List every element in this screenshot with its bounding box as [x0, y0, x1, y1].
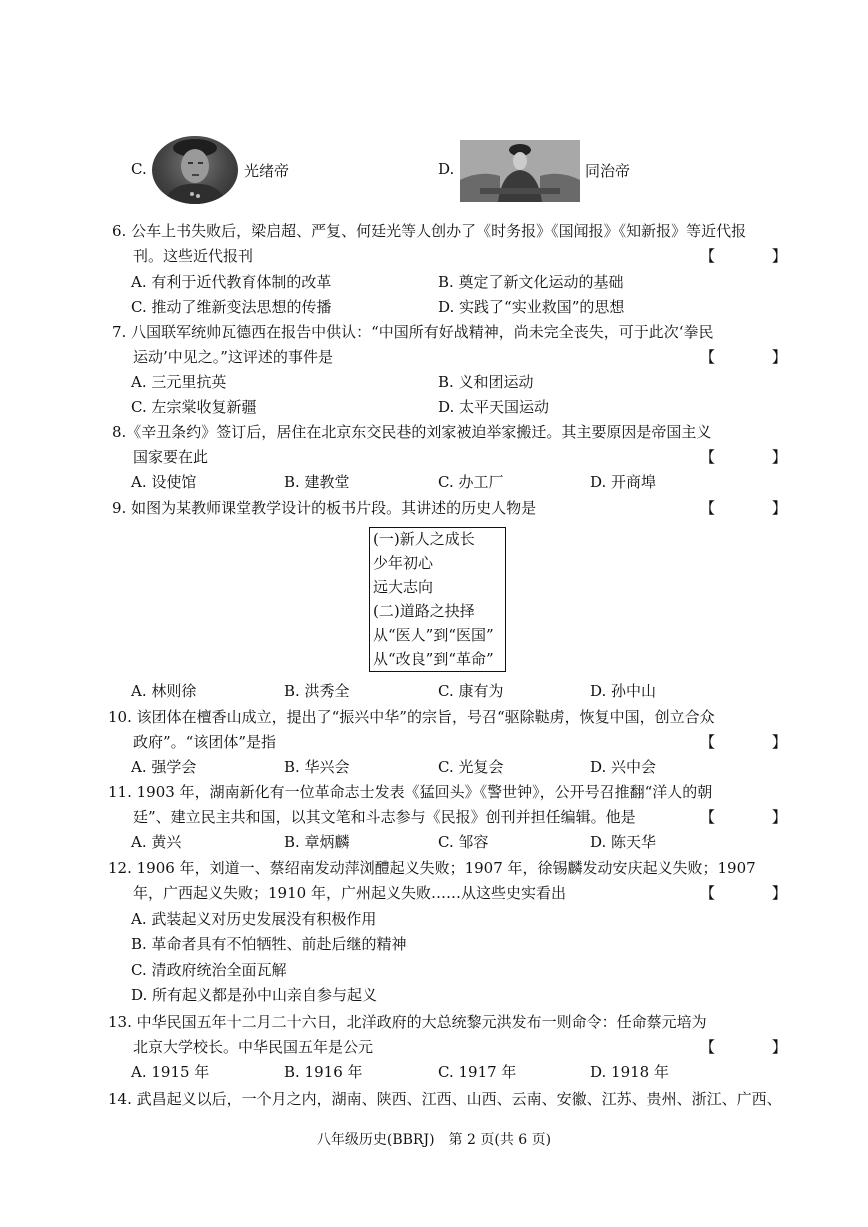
- q10-stem-line2: 政府”。“该团体”是指 【 】: [0, 730, 868, 754]
- option-b: B. 奠定了新文化运动的基础: [438, 273, 624, 291]
- q9-options: [0, 679, 868, 703]
- board-line: 少年初心: [373, 554, 434, 572]
- option-c: C. 1917 年: [438, 1063, 517, 1081]
- answer-bracket: 【 】: [700, 884, 813, 902]
- option-a: A. 林则徐: [131, 682, 197, 700]
- q12-option-d: D. 所有起义都是孙中山亲自参与起义: [131, 986, 378, 1004]
- answer-bracket: 【 】: [700, 733, 813, 751]
- q14-stem-line1: 14. 武昌起义以后，一个月之内，湖南、陕西、江西、山西、云南、安徽、江苏、贵州、浙江、广西、: [108, 1090, 782, 1108]
- q8-options: [0, 470, 868, 494]
- option-d: D. 兴中会: [590, 758, 657, 776]
- option-c-name: 光绪帝: [244, 162, 290, 180]
- q6-options-row2: [0, 295, 868, 319]
- option-a: A. 三元里抗英: [131, 373, 227, 391]
- option-c: C. 办工厂: [438, 473, 504, 491]
- option-b: B. 1916 年: [284, 1063, 363, 1081]
- q6-stem-line1: 6. 公车上书失败后，梁启超、严复、何廷光等人创办了《时务报》《国闻报》《知新报》等近代报: [112, 222, 747, 240]
- q6-stem-line2: 刊。这些近代报刊 【 】: [0, 244, 868, 268]
- answer-bracket: 【 】: [700, 808, 813, 826]
- option-c: C. 邹容: [438, 833, 489, 851]
- q11-options: [0, 830, 868, 854]
- q6-options-row1: [0, 270, 868, 294]
- q12-stem-line2: 年，广西起义失败；1910 年，广州起义失败……从这些史实看出 【 】: [0, 881, 868, 905]
- option-c: C. 康有为: [438, 682, 504, 700]
- q13-stem-line2: 北京大学校长。中华民国五年是公元 【 】: [0, 1035, 868, 1059]
- q7-options-row1: [0, 370, 868, 394]
- q11-stem-line1: 11. 1903 年，湖南新化有一位革命志士发表《猛回头》《警世钟》，公开号召推翻“洋人的朝: [108, 783, 713, 801]
- guangxu-portrait-image: [152, 136, 238, 204]
- board-line: (一)新人之成长: [373, 530, 475, 548]
- option-c: C. 左宗棠收复新疆: [131, 398, 257, 416]
- q8-stem-line1: 8.《辛丑条约》签订后，居住在北京东交民巷的刘家被迫举家搬迁。其主要原因是帝国主义: [112, 423, 712, 441]
- q13-options: [0, 1060, 868, 1084]
- option-b: B. 华兴会: [284, 758, 350, 776]
- option-a: A. 设使馆: [131, 473, 197, 491]
- q9-stem-line1: 9. 如图为某教师课堂教学设计的板书片段。其讲述的历史人物是 【 】: [0, 496, 868, 520]
- answer-bracket: 【 】: [700, 247, 813, 265]
- option-d: D. 开商埠: [590, 473, 657, 491]
- q11-stem-line2: 廷”、建立民主共和国，以其文笔和斗志参与《民报》创刊并担任编辑。他是 【 】: [0, 805, 868, 829]
- option-d: D. 1918 年: [590, 1063, 669, 1081]
- option-a: A. 强学会: [131, 758, 197, 776]
- answer-bracket: 【 】: [700, 1038, 813, 1056]
- option-d-label: D.: [438, 160, 455, 178]
- option-b: B. 章炳麟: [284, 833, 350, 851]
- option-a: A. 有利于近代教育体制的改革: [131, 273, 332, 291]
- page-footer: 八年级历史(BBRJ) 第 2 页(共 6 页): [316, 1132, 552, 1148]
- answer-bracket: 【 】: [700, 499, 813, 517]
- option-c: C. 推动了维新变法思想的传播: [131, 298, 332, 316]
- q12-option-a: A. 武装起义对历史发展没有积极作用: [131, 910, 377, 928]
- option-d: D. 太平天国运动: [438, 398, 550, 416]
- option-c-label: C.: [131, 160, 147, 178]
- board-line: 从“改良”到“革命”: [373, 650, 494, 668]
- board-line: 从“医人”到“医国”: [373, 626, 494, 644]
- q12-stem-line1: 12. 1906 年，刘道一、蔡绍南发动萍浏醴起义失败；1907 年，徐锡麟发动安庆起义失败；1907: [108, 859, 756, 877]
- option-a: A. 黄兴: [131, 833, 182, 851]
- option-b: B. 建教堂: [284, 473, 350, 491]
- option-d-name: 同治帝: [585, 162, 631, 180]
- option-b: B. 洪秀全: [284, 682, 350, 700]
- q7-stem-line1: 7. 八国联军统帅瓦德西在报告中供认：“中国所有好战精神，尚未完全丧失，可于此次‘拳民: [112, 323, 714, 341]
- answer-bracket: 【 】: [700, 348, 813, 366]
- q12-option-c: C. 清政府统治全面瓦解: [131, 961, 287, 979]
- q10-options: [0, 755, 868, 779]
- option-d: D. 孙中山: [590, 682, 657, 700]
- board-line: 远大志向: [373, 578, 434, 596]
- board-line: (二)道路之抉择: [373, 602, 475, 620]
- tongzhi-portrait-image: [460, 140, 580, 202]
- answer-bracket: 【 】: [700, 448, 813, 466]
- q8-stem-line2: 国家要在此 【 】: [0, 445, 868, 469]
- q12-option-b: B. 革命者具有不怕牺牲、前赴后继的精神: [131, 935, 407, 953]
- option-d: D. 陈天华: [590, 833, 657, 851]
- option-c: C. 光复会: [438, 758, 504, 776]
- option-b: B. 义和团运动: [438, 373, 534, 391]
- q10-stem-line1: 10. 该团体在檀香山成立，提出了“振兴中华”的宗旨，号召“驱除鞑虏，恢复中国，创立合众: [108, 708, 715, 726]
- q7-stem-line2: 运动’中见之。”这评述的事件是 【 】: [0, 345, 868, 369]
- portrait-options: [0, 130, 868, 210]
- option-d: D. 实践了“实业救国”的思想: [438, 298, 625, 316]
- option-a: A. 1915 年: [131, 1063, 210, 1081]
- q13-stem-line1: 13. 中华民国五年十二月二十六日，北洋政府的大总统黎元洪发布一则命令：任命蔡元培为: [108, 1013, 707, 1031]
- blackboard-outline-box: [369, 527, 506, 672]
- q7-options-row2: [0, 395, 868, 419]
